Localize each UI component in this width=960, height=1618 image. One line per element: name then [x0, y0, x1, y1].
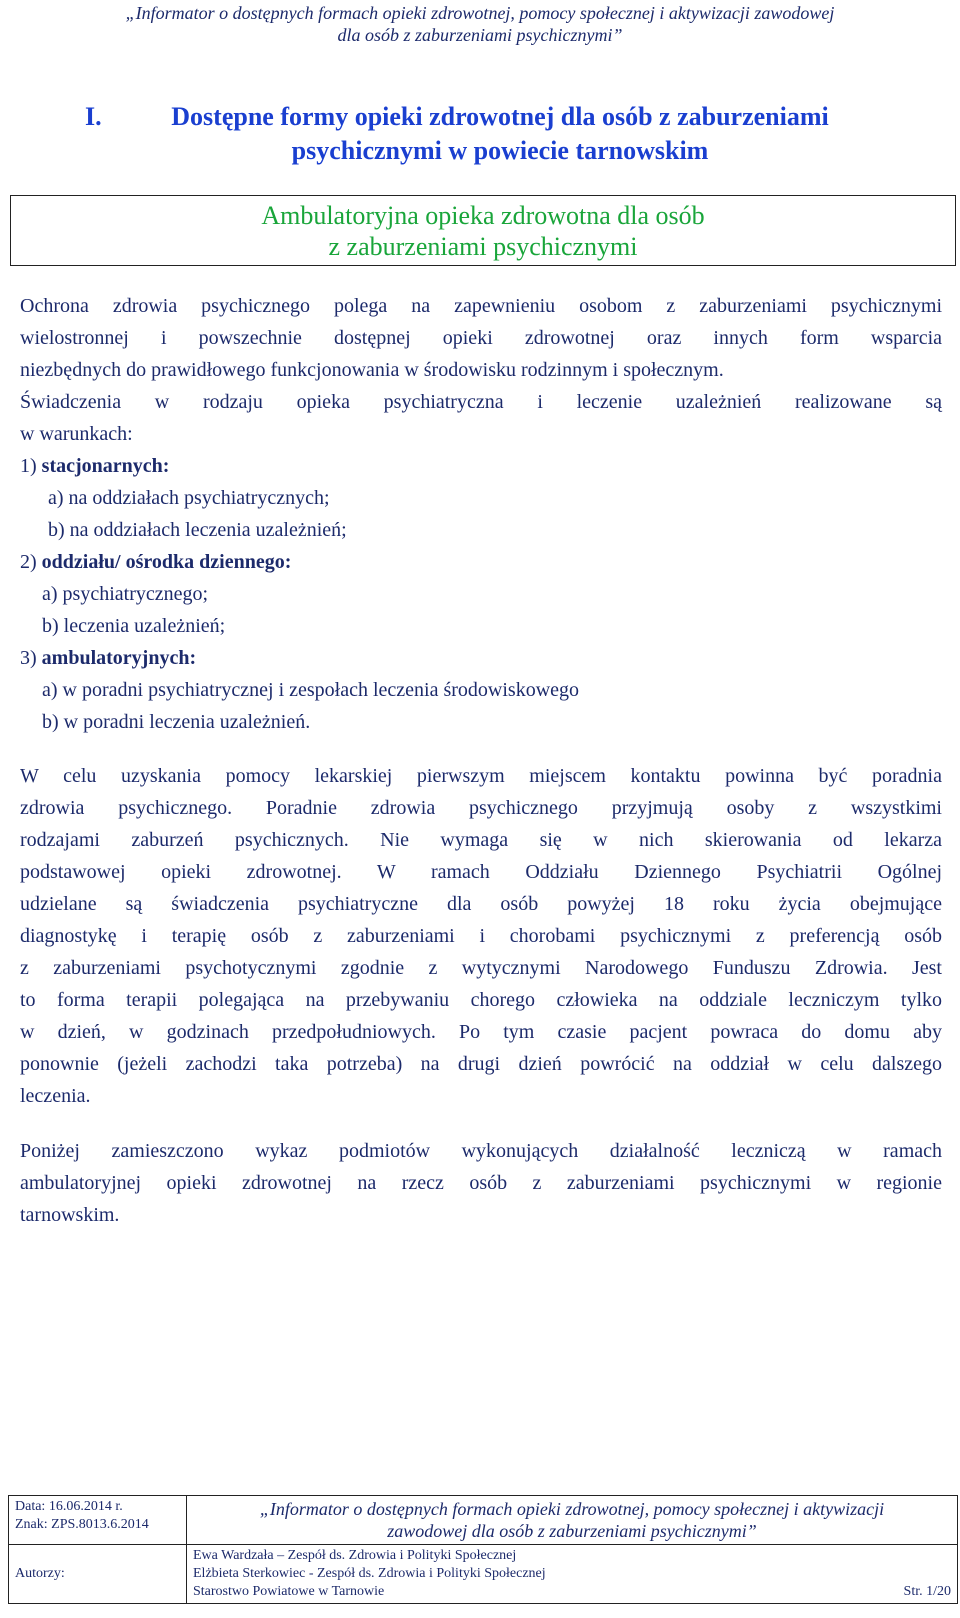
footer-title — [187, 1496, 958, 1545]
list-item: a) w poradni psychiatrycznej i zespołach leczenia środowiskowego — [42, 679, 580, 701]
para3-line: Poniżej zamieszczono wykaz podmiotów wykonujących działalność leczniczą w ramach — [20, 1140, 942, 1162]
running-header — [0, 2, 960, 46]
subsection-title-line1: Ambulatoryjna opieka zdrowotna dla osób — [261, 201, 705, 230]
page-footer — [8, 1495, 958, 1604]
body-paragraph-2 — [20, 760, 942, 1112]
subsection-heading-box — [10, 195, 956, 266]
footer-authors-label: Autorzy: — [9, 1545, 187, 1604]
list-group-2 — [20, 546, 942, 578]
footer-author: Elżbieta Sterkowiec - Zespół ds. Zdrowia i Polityki Społecznej — [193, 1566, 546, 1581]
para2-line: w dzień, w godzinach przedpołudniowych. Po tym czasie pacjent powraca do domu aby — [20, 1021, 942, 1043]
running-header-line2: dla osób z zaburzeniami psychicznymi” — [337, 25, 623, 45]
footer-author: Ewa Wardzała – Zespół ds. Zdrowia i Polityki Społecznej — [193, 1548, 517, 1563]
list-item: b) na oddziałach leczenia uzależnień; — [48, 519, 347, 541]
para2-line: podstawowej opieki zdrowotnej. W ramach Oddziału Dziennego Psychiatrii Ogólnej — [20, 861, 942, 883]
footer-office-row — [193, 1583, 951, 1601]
body-paragraph-3 — [20, 1135, 942, 1231]
para3-line: tarnowskim. — [20, 1204, 120, 1226]
intro-line: Ochrona zdrowia psychicznego polega na zapewnieniu osobom z zaburzeniami psychicznymi — [20, 295, 942, 317]
running-header-line1: „Informator o dostępnych formach opieki zdrowotnej, pomocy społecznej i aktywizacji zawodowej — [125, 3, 835, 23]
list-label: stacjonarnych: — [41, 455, 170, 477]
list-label: ambulatoryjnych: — [41, 647, 197, 669]
footer-authors — [187, 1545, 958, 1604]
footer-date: Data: 16.06.2014 r. — [15, 1499, 123, 1514]
section-number: I. — [85, 102, 102, 131]
list-number: 2) — [20, 551, 37, 573]
subsection-title-line2: z zaburzeniami psychicznymi — [328, 232, 638, 261]
list-item: a) psychiatrycznego; — [42, 583, 209, 605]
intro-paragraph — [20, 290, 942, 738]
list-group-1 — [20, 450, 942, 482]
section-title-line1: Dostępne formy opieki zdrowotnej dla osób z zaburzeniami — [171, 102, 829, 131]
intro-line: niezbędnych do prawidłowego funkcjonowania w środowisku rodzinnym i społecznym. — [20, 359, 724, 381]
footer-sign: Znak: ZPS.8013.6.2014 — [15, 1517, 149, 1532]
list-item: a) na oddziałach psychiatrycznych; — [48, 487, 330, 509]
page-number: Str. 1/20 — [903, 1584, 951, 1599]
intro-line: w warunkach: — [20, 423, 133, 445]
list-number: 3) — [20, 647, 37, 669]
footer-meta — [9, 1496, 187, 1545]
para2-line: zdrowia psychicznego. Poradnie zdrowia psychicznego przyjmują osoby z wszystkimi — [20, 797, 942, 819]
footer-title-line1: „Informator o dostępnych formach opieki zdrowotnej, pomocy społecznej i aktywizacji — [259, 1499, 885, 1519]
para2-line: ponownie (jeżeli zachodzi taka potrzeba) na drugi dzień powrócić na oddział w celu dalszego — [20, 1053, 942, 1075]
para3-line: ambulatoryjnej opieki zdrowotnej na rzecz osób z zaburzeniami psychicznymi w regionie — [20, 1172, 942, 1194]
intro-line: Świadczenia w rodzaju opieka psychiatryczna i leczenie uzależnień realizowane są — [20, 391, 942, 413]
para2-line: z zaburzeniami psychotycznymi zgodnie z wytycznymi Narodowego Funduszu Zdrowia. Jest — [20, 957, 942, 979]
footer-title-line2: zawodowej dla osób z zaburzeniami psychicznymi” — [387, 1521, 757, 1541]
section-title-line2: psychicznymi w powiecie tarnowskim — [291, 136, 709, 165]
list-group-3 — [20, 642, 942, 674]
para2-line: W celu uzyskania pomocy lekarskiej pierwszym miejscem kontaktu powinna być poradnia — [20, 765, 942, 787]
para2-line: to forma terapii polegająca na przebywaniu chorego człowieka na oddziale leczniczym tylko — [20, 989, 942, 1011]
list-item: b) w poradni leczenia uzależnień. — [42, 711, 311, 733]
para2-line: udzielane są świadczenia psychiatryczne dla osób powyżej 18 roku życia obejmujące — [20, 893, 942, 915]
list-item: b) leczenia uzależnień; — [42, 615, 226, 637]
footer-office: Starostwo Powiatowe w Tarnowie — [193, 1584, 385, 1599]
intro-line: wielostronnej i powszechnie dostępnej opieki zdrowotnej oraz innych form wsparcia — [20, 327, 942, 349]
list-label: oddziału/ ośrodka dziennego: — [41, 551, 292, 573]
para2-line: diagnostykę i terapię osób z zaburzeniami i chorobami psychicznymi z preferencją osób — [20, 925, 942, 947]
para2-line: leczenia. — [20, 1085, 91, 1107]
para2-line: rodzajami zaburzeń psychicznych. Nie wymaga się w nich skierowania od lekarza — [20, 829, 942, 851]
list-number: 1) — [20, 455, 37, 477]
